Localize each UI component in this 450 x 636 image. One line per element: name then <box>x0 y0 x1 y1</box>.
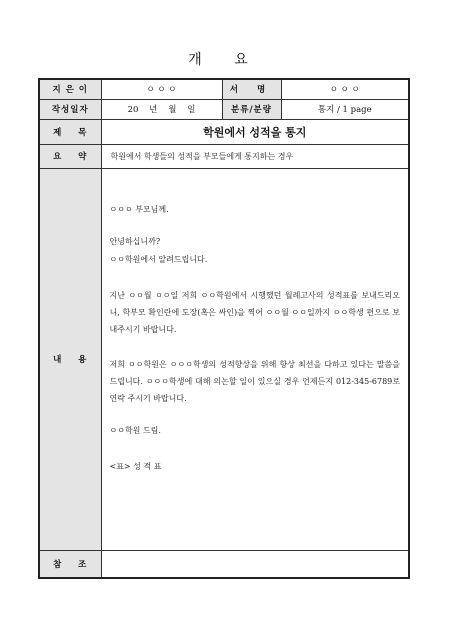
date-value: 20 년 월 일 <box>101 99 222 119</box>
letter-paragraph-1: 지난 ㅇㅇ월 ㅇㅇ일 저희 ㅇㅇ학원에서 시행했던 월례고사의 성적표를 보내드리오니, 학부모 확인란에 도장(혹은 싸인)을 찍어 ㅇㅇ월 ㅇㅇ일까지 ㅇㅇ학생 편으로 보내주시기 바랍니다. <box>109 291 400 334</box>
sender-label: 지 은 이 <box>39 79 101 99</box>
sender-value: ㅇ ㅇ ㅇ <box>101 79 222 99</box>
remarks-value <box>101 550 409 578</box>
subject-value: 학원에서 성적을 통지 <box>101 119 409 144</box>
letter-body <box>101 168 409 550</box>
document-title: 개 요 <box>188 52 262 68</box>
letter-closing: ㅇㅇ학원 드림. <box>109 426 161 435</box>
subject-row <box>39 119 409 144</box>
summary-form <box>38 78 410 579</box>
subject-label: 제 목 <box>39 119 101 144</box>
letter-attachment: <표> 성 적 표 <box>109 461 162 471</box>
category-value: 통지 / 1 page <box>281 99 409 119</box>
content-row <box>39 168 409 550</box>
summary-label: 요 약 <box>39 144 101 168</box>
date-row <box>39 99 409 119</box>
category-label: 분류/분량 <box>222 99 281 119</box>
signature-label: 서 명 <box>222 79 281 99</box>
letter-greeting: ㅇㅇㅇ 부모님께. <box>109 204 169 214</box>
letter-intro: ㅇㅇ학원에서 알려드립니다. <box>109 254 208 264</box>
remarks-row <box>39 550 409 578</box>
letter-hello: 안녕하십니까? <box>109 237 161 246</box>
date-label: 작성일자 <box>39 99 101 119</box>
summary-row <box>39 144 409 168</box>
summary-value: 학원에서 학생들의 성적을 부모들에게 통지하는 경우 <box>101 144 409 168</box>
remarks-label: 참 조 <box>39 550 101 578</box>
letter-paragraph-2: 저희 ㅇㅇ학원은 ㅇㅇㅇ학생의 성적향상을 위해 항상 최선을 다하고 있다는 말씀을 드립니다. ㅇㅇㅇ학생에 대해 의논할 일이 있으실 경우 언제든지 012-345-6789로 연락 주시기 바랍니다. <box>109 360 400 403</box>
content-label: 내 용 <box>39 168 101 550</box>
sender-row <box>39 79 409 99</box>
signature-value: ㅇ ㅇ ㅇ <box>281 79 409 99</box>
